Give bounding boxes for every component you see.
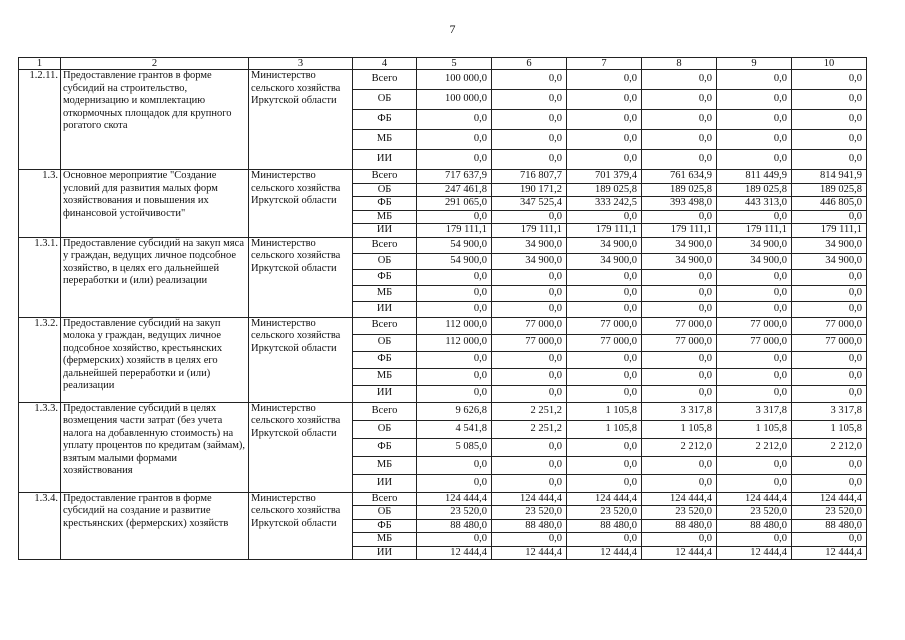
amount-cell: 1 105,8 [792,420,867,438]
amount-cell: 2 251,2 [492,420,567,438]
amount-cell: 0,0 [792,130,867,150]
table-row [19,170,867,184]
amount-cell: 0,0 [567,533,642,547]
amount-cell: 12 444,4 [792,546,867,560]
funding-source: ФБ [353,351,417,368]
amount-cell: 0,0 [642,70,717,90]
amount-cell: 0,0 [417,385,492,402]
amount-cell: 88 480,0 [417,519,492,533]
amount-cell: 3 317,8 [717,402,792,420]
amount-cell: 179 111,1 [642,224,717,238]
amount-cell: 0,0 [417,210,492,224]
amount-cell: 0,0 [567,110,642,130]
amount-cell: 34 900,0 [642,253,717,269]
amount-cell: 12 444,4 [567,546,642,560]
amount-cell: 347 525,4 [492,197,567,211]
funding-source: ОБ [353,183,417,197]
amount-cell: 247 461,8 [417,183,492,197]
amount-cell: 0,0 [792,150,867,170]
amount-cell: 34 900,0 [492,237,567,253]
amount-cell: 0,0 [417,301,492,317]
amount-cell: 12 444,4 [492,546,567,560]
column-number: 7 [567,58,642,70]
amount-cell: 0,0 [792,70,867,90]
amount-cell: 0,0 [567,301,642,317]
amount-cell: 0,0 [717,285,792,301]
amount-cell: 0,0 [567,351,642,368]
amount-cell: 0,0 [642,150,717,170]
amount-cell: 23 520,0 [492,506,567,520]
amount-cell: 34 900,0 [642,237,717,253]
amount-cell: 77 000,0 [717,317,792,334]
table-row [19,492,867,506]
amount-cell: 179 111,1 [792,224,867,238]
column-number: 9 [717,58,792,70]
amount-cell: 190 171,2 [492,183,567,197]
amount-cell: 77 000,0 [567,334,642,351]
item-name: Предоставление грантов в форме субсидий на создание и развитие крестьянских (фермерских) хозяйств [61,492,249,560]
amount-cell: 0,0 [792,210,867,224]
amount-cell: 716 807,7 [492,170,567,184]
amount-cell: 34 900,0 [717,253,792,269]
amount-cell: 0,0 [642,90,717,110]
amount-cell: 0,0 [417,269,492,285]
funding-source: ОБ [353,506,417,520]
amount-cell: 4 541,8 [417,420,492,438]
amount-cell: 717 637,9 [417,170,492,184]
amount-cell: 0,0 [492,385,567,402]
amount-cell: 0,0 [642,110,717,130]
amount-cell: 124 444,4 [492,492,567,506]
funding-source: ИИ [353,301,417,317]
amount-cell: 0,0 [417,130,492,150]
amount-cell: 0,0 [492,474,567,492]
item-number: 1.3. [19,170,61,238]
amount-cell: 1 105,8 [642,420,717,438]
amount-cell: 0,0 [492,130,567,150]
amount-cell: 0,0 [792,285,867,301]
amount-cell: 179 111,1 [417,224,492,238]
amount-cell: 179 111,1 [492,224,567,238]
amount-cell: 333 242,5 [567,197,642,211]
amount-cell: 34 900,0 [717,237,792,253]
funding-source: ФБ [353,269,417,285]
amount-cell: 179 111,1 [717,224,792,238]
funding-source: ИИ [353,474,417,492]
table-row [19,237,867,253]
amount-cell: 0,0 [567,130,642,150]
amount-cell: 5 085,0 [417,438,492,456]
amount-cell: 291 065,0 [417,197,492,211]
amount-cell: 0,0 [567,385,642,402]
amount-cell: 443 313,0 [717,197,792,211]
funding-source: ИИ [353,224,417,238]
amount-cell: 3 317,8 [642,402,717,420]
amount-cell: 0,0 [567,150,642,170]
amount-cell: 0,0 [417,351,492,368]
funding-source: МБ [353,210,417,224]
amount-cell: 2 212,0 [717,438,792,456]
amount-cell: 393 498,0 [642,197,717,211]
item-name: Предоставление субсидий на закуп молока у граждан, ведущих личное подсобное хозяйство, крестьянских (фермерских) хозяйств в целях его дальнейшей переработки и (или) реализации [61,317,249,402]
amount-cell: 0,0 [642,456,717,474]
amount-cell: 0,0 [567,456,642,474]
funding-source: МБ [353,368,417,385]
item-name: Предоставление субсидий на закуп мяса у граждан, ведущих личное подсобное хозяйство, в целях его дальнейшей переработки и (или) реализации [61,237,249,317]
table-row [19,317,867,334]
amount-cell: 0,0 [717,533,792,547]
funding-source: Всего [353,170,417,184]
amount-cell: 0,0 [792,385,867,402]
amount-cell: 12 444,4 [642,546,717,560]
amount-cell: 0,0 [492,285,567,301]
amount-cell: 112 000,0 [417,334,492,351]
amount-cell: 0,0 [492,90,567,110]
amount-cell: 0,0 [642,269,717,285]
amount-cell: 0,0 [567,368,642,385]
amount-cell: 0,0 [642,301,717,317]
item-name: Основное мероприятие "Создание условий для развития малых форм хозяйствования и повышения их финансовой устойчивости" [61,170,249,238]
column-number: 4 [353,58,417,70]
amount-cell: 0,0 [642,385,717,402]
item-number: 1.3.4. [19,492,61,560]
column-number: 10 [792,58,867,70]
amount-cell: 814 941,9 [792,170,867,184]
column-number: 8 [642,58,717,70]
amount-cell: 34 900,0 [792,253,867,269]
amount-cell: 189 025,8 [792,183,867,197]
funding-source: ОБ [353,420,417,438]
funding-source: ФБ [353,438,417,456]
item-number: 1.3.3. [19,402,61,492]
amount-cell: 0,0 [417,368,492,385]
funding-source: Всего [353,237,417,253]
amount-cell: 77 000,0 [492,317,567,334]
amount-cell: 0,0 [717,368,792,385]
amount-cell: 189 025,8 [717,183,792,197]
item-executor: Министерство сельского хозяйства Иркутской области [249,402,353,492]
item-name: Предоставление грантов в форме субсидий на строительство, модернизацию и комплектацию откормочных площадок для крупного рогатого скота [61,70,249,170]
amount-cell: 0,0 [717,150,792,170]
amount-cell: 0,0 [492,210,567,224]
amount-cell: 0,0 [642,533,717,547]
amount-cell: 0,0 [792,269,867,285]
amount-cell: 100 000,0 [417,90,492,110]
amount-cell: 0,0 [417,474,492,492]
item-executor: Министерство сельского хозяйства Иркутской области [249,317,353,402]
amount-cell: 0,0 [492,150,567,170]
amount-cell: 88 480,0 [567,519,642,533]
amount-cell: 77 000,0 [792,317,867,334]
amount-cell: 0,0 [417,110,492,130]
amount-cell: 77 000,0 [642,334,717,351]
amount-cell: 0,0 [417,150,492,170]
amount-cell: 0,0 [567,285,642,301]
amount-cell: 77 000,0 [567,317,642,334]
funding-source: МБ [353,456,417,474]
item-executor: Министерство сельского хозяйства Иркутской области [249,170,353,238]
amount-cell: 3 317,8 [792,402,867,420]
funding-source: МБ [353,285,417,301]
amount-cell: 761 634,9 [642,170,717,184]
amount-cell: 112 000,0 [417,317,492,334]
amount-cell: 0,0 [492,533,567,547]
amount-cell: 0,0 [792,533,867,547]
amount-cell: 0,0 [642,130,717,150]
amount-cell: 0,0 [642,368,717,385]
amount-cell: 0,0 [567,269,642,285]
amount-cell: 0,0 [717,70,792,90]
amount-cell: 0,0 [567,438,642,456]
table-row [19,402,867,420]
amount-cell: 9 626,8 [417,402,492,420]
amount-cell: 0,0 [792,456,867,474]
amount-cell: 0,0 [792,474,867,492]
amount-cell: 23 520,0 [792,506,867,520]
item-name: Предоставление субсидий в целях возмещения части затрат (без учета налога на добавленную стоимость) на уплату процентов по кредитам (займам), взятым малыми формами хозяйствования [61,402,249,492]
amount-cell: 701 379,4 [567,170,642,184]
funding-source: ИИ [353,546,417,560]
amount-cell: 1 105,8 [717,420,792,438]
funding-source: Всего [353,492,417,506]
amount-cell: 0,0 [567,210,642,224]
amount-cell: 77 000,0 [792,334,867,351]
amount-cell: 0,0 [717,130,792,150]
funding-source: ИИ [353,150,417,170]
item-executor: Министерство сельского хозяйства Иркутской области [249,492,353,560]
funding-source: ФБ [353,110,417,130]
funding-source: ФБ [353,197,417,211]
amount-cell: 2 212,0 [642,438,717,456]
amount-cell: 0,0 [417,285,492,301]
amount-cell: 100 000,0 [417,70,492,90]
amount-cell: 77 000,0 [492,334,567,351]
funding-source: Всего [353,70,417,90]
amount-cell: 88 480,0 [717,519,792,533]
amount-cell: 124 444,4 [567,492,642,506]
funding-source: ОБ [353,253,417,269]
amount-cell: 124 444,4 [642,492,717,506]
amount-cell: 0,0 [642,210,717,224]
amount-cell: 0,0 [717,474,792,492]
amount-cell: 77 000,0 [717,334,792,351]
page-number: 7 [449,22,456,36]
amount-cell: 0,0 [642,351,717,368]
amount-cell: 0,0 [492,269,567,285]
funding-source: МБ [353,533,417,547]
funding-source: Всего [353,317,417,334]
amount-cell: 88 480,0 [642,519,717,533]
amount-cell: 0,0 [492,70,567,90]
amount-cell: 0,0 [717,110,792,130]
budget-table [18,57,867,560]
amount-cell: 88 480,0 [492,519,567,533]
amount-cell: 0,0 [717,301,792,317]
amount-cell: 23 520,0 [567,506,642,520]
item-number: 1.3.1. [19,237,61,317]
amount-cell: 124 444,4 [792,492,867,506]
amount-cell: 124 444,4 [717,492,792,506]
amount-cell: 0,0 [492,110,567,130]
item-number: 1.3.2. [19,317,61,402]
amount-cell: 179 111,1 [567,224,642,238]
amount-cell: 0,0 [492,351,567,368]
amount-cell: 189 025,8 [567,183,642,197]
funding-source: Всего [353,402,417,420]
amount-cell: 0,0 [792,110,867,130]
amount-cell: 1 105,8 [567,420,642,438]
amount-cell: 0,0 [717,210,792,224]
amount-cell: 23 520,0 [717,506,792,520]
amount-cell: 0,0 [417,456,492,474]
item-number: 1.2.11. [19,70,61,170]
amount-cell: 0,0 [417,533,492,547]
amount-cell: 77 000,0 [642,317,717,334]
amount-cell: 0,0 [642,474,717,492]
amount-cell: 23 520,0 [417,506,492,520]
amount-cell: 0,0 [492,456,567,474]
column-number-row [19,58,867,70]
amount-cell: 54 900,0 [417,253,492,269]
amount-cell: 189 025,8 [642,183,717,197]
funding-source: МБ [353,130,417,150]
amount-cell: 0,0 [567,474,642,492]
amount-cell: 34 900,0 [567,237,642,253]
amount-cell: 88 480,0 [792,519,867,533]
amount-cell: 0,0 [567,70,642,90]
amount-cell: 446 805,0 [792,197,867,211]
amount-cell: 0,0 [492,368,567,385]
funding-source: ОБ [353,90,417,110]
amount-cell: 1 105,8 [567,402,642,420]
item-executor: Министерство сельского хозяйства Иркутской области [249,237,353,317]
amount-cell: 12 444,4 [717,546,792,560]
amount-cell: 0,0 [642,285,717,301]
amount-cell: 0,0 [492,301,567,317]
amount-cell: 2 251,2 [492,402,567,420]
column-number: 1 [19,58,61,70]
amount-cell: 0,0 [792,351,867,368]
amount-cell: 54 900,0 [417,237,492,253]
column-number: 3 [249,58,353,70]
amount-cell: 0,0 [792,301,867,317]
amount-cell: 23 520,0 [642,506,717,520]
amount-cell: 0,0 [492,438,567,456]
funding-source: ОБ [353,334,417,351]
amount-cell: 811 449,9 [717,170,792,184]
column-number: 5 [417,58,492,70]
amount-cell: 0,0 [717,269,792,285]
table-row [19,70,867,90]
amount-cell: 12 444,4 [417,546,492,560]
item-executor: Министерство сельского хозяйства Иркутской области [249,70,353,170]
table-body [19,58,867,560]
funding-source: ИИ [353,385,417,402]
amount-cell: 0,0 [717,351,792,368]
funding-source: ФБ [353,519,417,533]
amount-cell: 0,0 [717,90,792,110]
amount-cell: 0,0 [792,368,867,385]
amount-cell: 0,0 [717,385,792,402]
column-number: 2 [61,58,249,70]
amount-cell: 34 900,0 [492,253,567,269]
amount-cell: 34 900,0 [792,237,867,253]
column-number: 6 [492,58,567,70]
amount-cell: 0,0 [567,90,642,110]
amount-cell: 124 444,4 [417,492,492,506]
amount-cell: 2 212,0 [792,438,867,456]
amount-cell: 0,0 [717,456,792,474]
amount-cell: 34 900,0 [567,253,642,269]
amount-cell: 0,0 [792,90,867,110]
